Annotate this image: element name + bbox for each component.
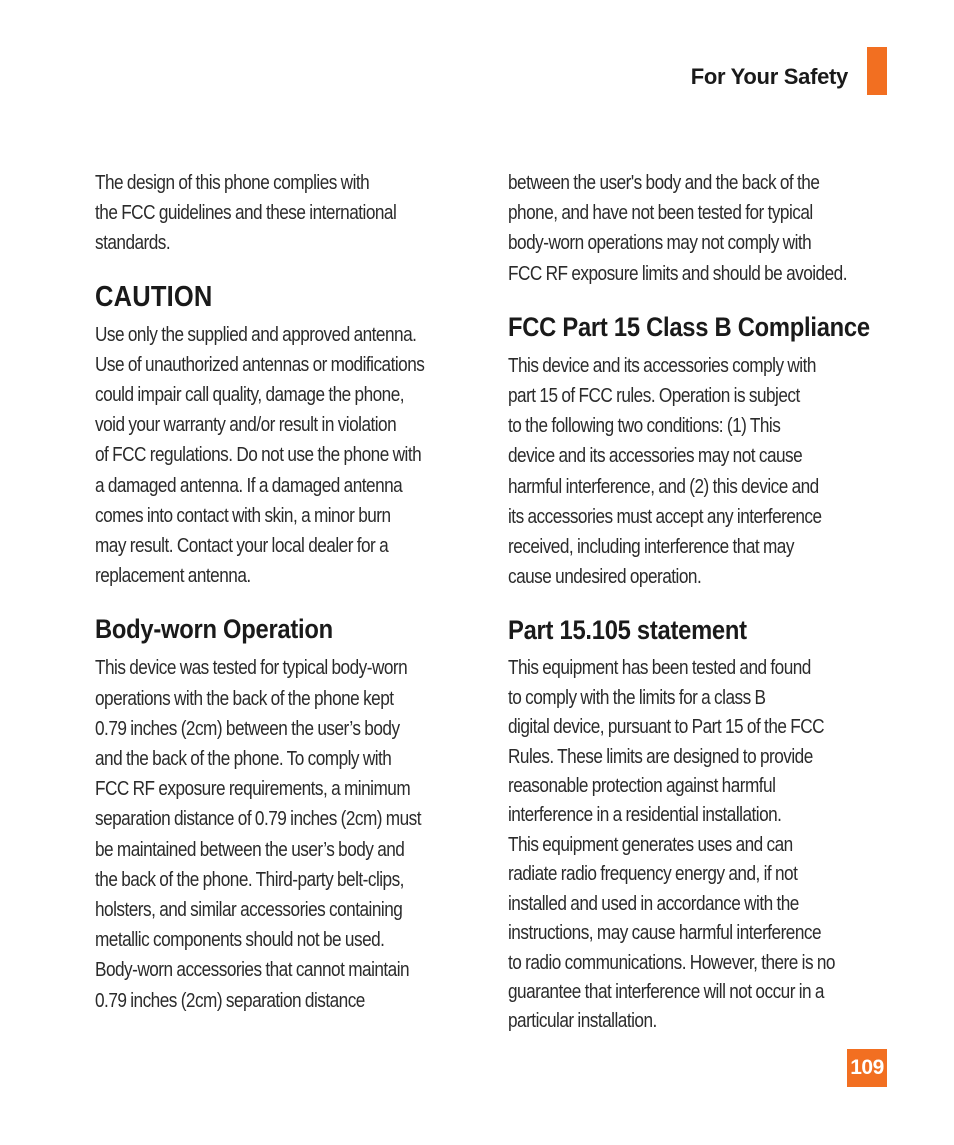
text-line: This device was tested for typical body-worn [95, 657, 408, 680]
left-column [95, 168, 480, 1016]
text-line: Body-worn accessories that cannot maintain [95, 959, 410, 982]
text-line: The design of this phone complies with [95, 172, 370, 194]
text-line: device and its accessories may not cause [508, 445, 803, 468]
header-accent-tab [867, 47, 887, 95]
text-line: interference in a residential installation. [508, 804, 782, 827]
part-15-105-paragraph [508, 654, 897, 1036]
text-line: to radio communications. However, there is no [508, 951, 835, 974]
text-line: metallic components should not be used. [95, 929, 385, 952]
text-line: guarantee that interference will not occur in a [508, 980, 824, 1003]
text-line: be maintained between the user’s body and [95, 838, 405, 861]
fcc-part15-heading: FCC Part 15 Class B Compliance [508, 311, 870, 342]
text-line: operations with the back of the phone kept [95, 687, 394, 710]
text-line: comes into contact with skin, a minor burn [95, 504, 391, 527]
caution-heading: CAUTION [95, 280, 213, 313]
right-column [508, 168, 898, 1037]
text-line: This equipment generates uses and can [508, 833, 793, 856]
text-line: reasonable protection against harmful [508, 775, 776, 798]
text-line: particular installation. [508, 1010, 657, 1033]
text-line: standards. [95, 232, 171, 255]
text-line: This device and its accessories comply with [508, 354, 816, 377]
text-line: radiate radio frequency energy and, if not [508, 863, 798, 886]
text-line: separation distance of 0.79 inches (2cm) must [95, 808, 422, 831]
text-line: instructions, may cause harmful interference [508, 922, 822, 945]
text-line: Use of unauthorized antennas or modifications [95, 353, 425, 376]
continuation-paragraph [508, 168, 897, 289]
text-line: holsters, and similar accessories containing [95, 899, 403, 922]
text-line: Use only the supplied and approved antenna. [95, 323, 417, 346]
text-line: FCC RF exposure requirements, a minimum [95, 778, 411, 801]
text-line: digital device, pursuant to Part 15 of the FCC [508, 716, 825, 739]
text-line: void your warranty and/or result in violation [95, 414, 397, 437]
text-line: part 15 of FCC rules. Operation is subject [508, 385, 800, 408]
text-line: installed and used in accordance with the [508, 892, 799, 915]
text-line: between the user's body and the back of the [508, 172, 820, 194]
text-line: 0.79 inches (2cm) between the user’s body [95, 717, 400, 740]
intro-paragraph [95, 168, 479, 259]
text-line: may result. Contact your local dealer for a [95, 535, 389, 558]
text-line: the FCC guidelines and these international [95, 202, 397, 225]
text-line: of FCC regulations. Do not use the phone with [95, 444, 422, 467]
text-line: received, including interference that may [508, 536, 794, 559]
text-line: the back of the phone. Third-party belt-clips, [95, 868, 404, 891]
text-line: FCC RF exposure limits and should be avoided. [508, 262, 847, 285]
text-line: 0.79 inches (2cm) separation distance [95, 989, 365, 1012]
fcc-part15-paragraph [508, 351, 897, 593]
text-line: and the back of the phone. To comply with [95, 748, 392, 771]
body-worn-heading: Body-worn Operation [95, 614, 333, 645]
text-line: its accessories must accept any interference [508, 505, 822, 528]
text-line: phone, and have not been tested for typical [508, 202, 813, 225]
page-number-badge: 109 [847, 1049, 887, 1087]
text-line: Rules. These limits are designed to provide [508, 745, 813, 768]
text-line: to the following two conditions: (1) This [508, 415, 781, 438]
text-line: body-worn operations may not comply with [508, 232, 812, 255]
text-line: a damaged antenna. If a damaged antenna [95, 474, 403, 497]
text-line: could impair call quality, damage the phone, [95, 384, 405, 407]
caution-paragraph [95, 320, 479, 592]
text-line: harmful interference, and (2) this device and [508, 475, 819, 498]
page-header-title: For Your Safety [690, 64, 848, 89]
body-worn-paragraph [95, 653, 479, 1015]
text-line: to comply with the limits for a class B [508, 686, 766, 709]
text-line: cause undesired operation. [508, 566, 702, 589]
part-15-105-heading: Part 15.105 statement [508, 615, 747, 646]
text-line: replacement antenna. [95, 565, 251, 588]
text-line: This equipment has been tested and found [508, 657, 811, 680]
